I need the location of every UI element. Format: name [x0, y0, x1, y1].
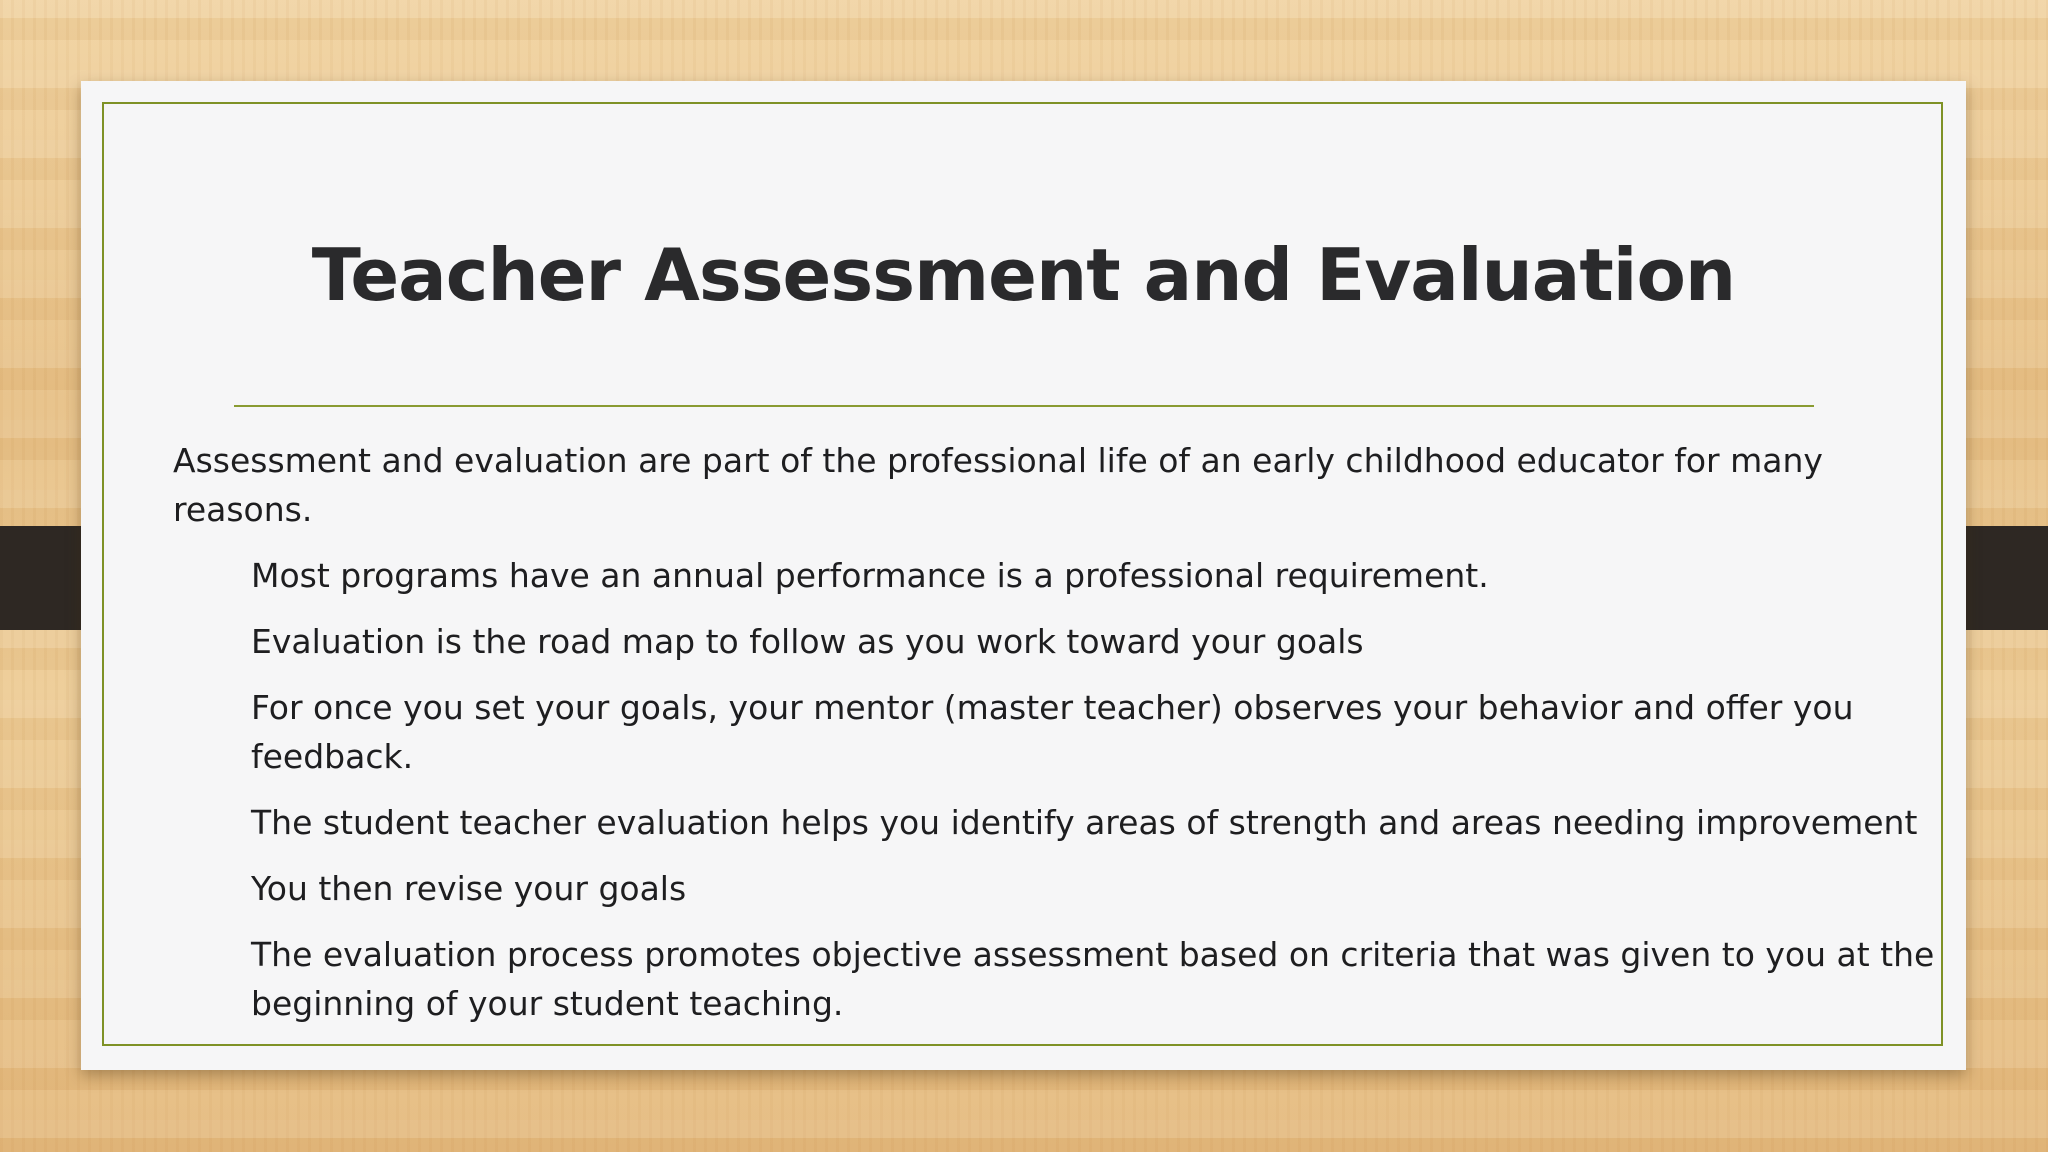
list-item: The evaluation process promotes objective assessment based on criteria that was given to you at the beginning of your student teaching.: [251, 935, 1935, 1023]
slide: [81, 81, 1966, 1070]
list-item: Most programs have an annual performance is a professional requirement.: [251, 556, 1489, 595]
title-divider: [234, 405, 1814, 407]
intro-paragraph: Assessment and evaluation are part of the professional life of an early childhood educator for many reasons.: [173, 441, 1823, 529]
list-item: Evaluation is the road map to follow as you work toward your goals: [251, 622, 1364, 661]
bullet-list: [173, 551, 1953, 1028]
slide-body: [173, 436, 1953, 1045]
slide-title: Teacher Assessment and Evaluation: [311, 233, 1736, 317]
list-item: For once you set your goals, your mentor (master teacher) observes your behavior and offer you feedback.: [251, 688, 1854, 776]
list-item: You then revise your goals: [251, 869, 687, 908]
list-item: The student teacher evaluation helps you identify areas of strength and areas needing improvement: [251, 803, 1918, 842]
